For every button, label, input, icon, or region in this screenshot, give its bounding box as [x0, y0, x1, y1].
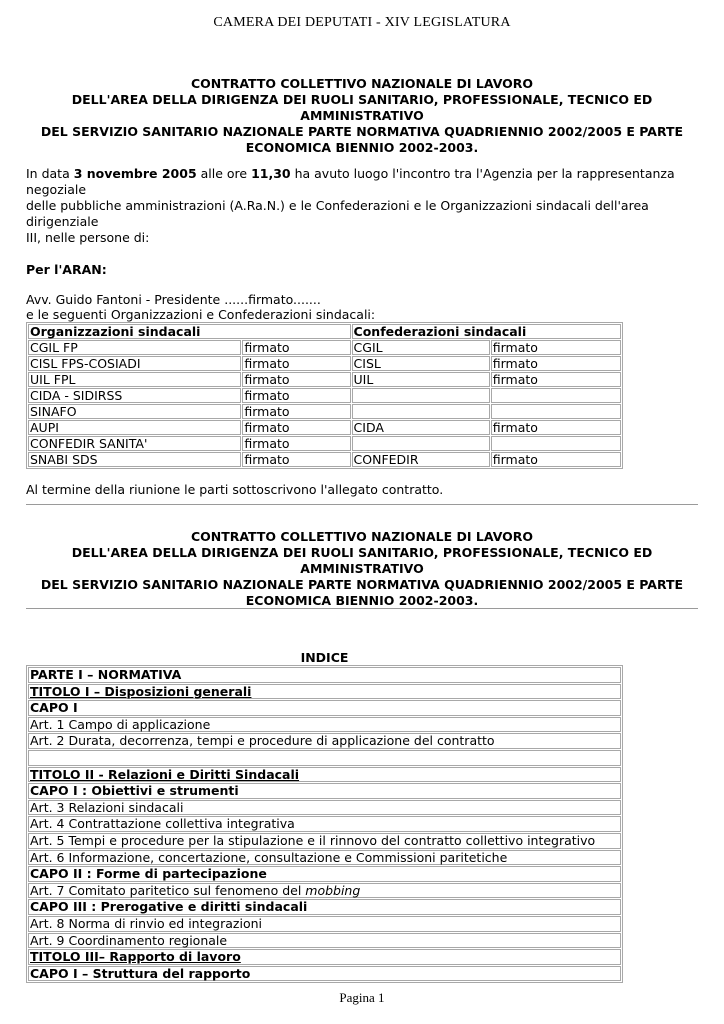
document-title-repeat	[26, 529, 698, 609]
indice-entry-text: TITOLO III– Rapporto di lavoro	[30, 949, 241, 965]
confederation-name: CIDA	[352, 420, 490, 435]
indice-entry	[28, 850, 621, 866]
signers-table	[26, 322, 623, 469]
organization-status: firmato	[242, 452, 350, 467]
intro-mid: alle ore	[196, 166, 252, 181]
title-line-3: AMMINISTRATIVO	[300, 561, 424, 576]
indice-entry	[28, 717, 621, 733]
indice-entry-text: Art. 6 Informazione, concertazione, consultazione e Commissioni paritetiche	[30, 849, 508, 865]
indice-entry-text: Art. 5 Tempi e procedure per la stipulazione e il rinnovo del contratto collettivo integrativo	[30, 832, 596, 848]
indice-entry	[28, 883, 621, 899]
indice-row	[28, 667, 621, 683]
indice-entry-text: CAPO I	[30, 700, 78, 716]
intro-rest: ha avuto luogo l'incontro tra l'Agenzia per la rappresentanza negoziale	[26, 166, 675, 197]
indice-entry-text: Art. 7 Comitato paritetico sul fenomeno del	[30, 882, 306, 898]
indice-row	[28, 700, 621, 716]
confederation-status	[491, 436, 621, 451]
confederation-status	[491, 388, 621, 403]
indice-row	[28, 899, 621, 915]
header-organizzazioni: Organizzazioni sindacali	[28, 324, 351, 339]
confederation-status: firmato	[491, 340, 621, 355]
indice-entry	[28, 733, 621, 749]
indice-entry-text: Art. 1 Campo di applicazione	[30, 716, 211, 732]
indice-title: INDICE	[300, 650, 349, 665]
header-confederazioni: Confederazioni sindacali	[352, 324, 621, 339]
indice-entry-text: CAPO I : Obiettivi e strumenti	[30, 783, 239, 799]
signers-header-row	[28, 324, 621, 339]
divider	[26, 608, 698, 609]
indice-entry	[28, 667, 621, 683]
confederation-name	[352, 388, 490, 403]
aran-president: Avv. Guido Fantoni - Presidente ......firmato.......	[26, 292, 321, 307]
aran-heading: Per l'ARAN:	[26, 262, 107, 277]
indice-row	[28, 966, 621, 982]
indice-row	[28, 767, 621, 783]
meeting-time: 11,30	[251, 166, 291, 181]
indice-entry-text: TITOLO I – Disposizioni generali	[30, 683, 252, 699]
intro-line-2: delle pubbliche amministrazioni (A.Ra.N.) e le Confederazioni e le Organizzazioni sindacali dell'area dirigenziale	[26, 198, 649, 229]
indice-row	[28, 866, 621, 882]
indice-entry	[28, 816, 621, 832]
indice-row	[28, 783, 621, 799]
intro-line-1	[26, 166, 698, 198]
document-title	[26, 76, 698, 156]
organization-name: UIL FPL	[28, 372, 241, 387]
organization-name: CGIL FP	[28, 340, 241, 355]
confederation-status: firmato	[491, 420, 621, 435]
indice-table	[26, 665, 623, 983]
confederation-status	[491, 404, 621, 419]
signers-row	[28, 356, 621, 371]
organization-name: AUPI	[28, 420, 241, 435]
indice-entry	[28, 833, 621, 849]
indice-entry-text: PARTE I – NORMATIVA	[30, 667, 182, 682]
signers-row	[28, 436, 621, 451]
indice-entry-italic: mobbing	[305, 882, 361, 898]
closing-text: Al termine della riunione le parti sottoscrivono l'allegato contratto.	[26, 482, 444, 497]
indice-entry	[28, 767, 621, 783]
page-footer: Pagina 1	[339, 990, 385, 1005]
indice-row	[28, 733, 621, 749]
organization-name: CISL FPS-COSIADI	[28, 356, 241, 371]
indice-row	[28, 833, 621, 849]
signers-row	[28, 420, 621, 435]
signers-row	[28, 452, 621, 467]
confederation-name: UIL	[352, 372, 490, 387]
indice-entry	[28, 966, 621, 982]
organization-status: firmato	[242, 356, 350, 371]
signers-row	[28, 340, 621, 355]
title-line-1: CONTRATTO COLLETTIVO NAZIONALE DI LAVORO	[190, 76, 534, 91]
title-line-2: DELL'AREA DELLA DIRIGENZA DEI RUOLI SANITARIO, PROFESSIONALE, TECNICO ED	[71, 545, 653, 560]
signers-row	[28, 372, 621, 387]
indice-entry-text: Art. 9 Coordinamento regionale	[30, 932, 228, 948]
indice-entry-text: CAPO III : Prerogative e diritti sindacali	[30, 899, 308, 915]
orgs-intro: e le seguenti Organizzazioni e Confederazioni sindacali:	[26, 307, 376, 322]
indice-row	[28, 750, 621, 766]
indice-row	[28, 800, 621, 816]
indice-entry	[28, 866, 621, 882]
organization-name: CIDA - SIDIRSS	[28, 388, 241, 403]
indice-entry-text: TITOLO II - Relazioni e Diritti Sindacali	[30, 766, 300, 782]
indice-entry-text: Art. 4 Contrattazione collettiva integrativa	[30, 816, 295, 832]
confederation-name: CGIL	[352, 340, 490, 355]
organization-status: firmato	[242, 340, 350, 355]
organization-name: SINAFO	[28, 404, 241, 419]
confederation-status: firmato	[491, 372, 621, 387]
title-line-5: ECONOMICA BIENNIO 2002-2003.	[245, 593, 479, 608]
intro-prefix: In data	[26, 166, 74, 181]
indice-entry	[28, 916, 621, 932]
indice-row	[28, 684, 621, 700]
indice-entry-text: Art. 2 Durata, decorrenza, tempi e procedure di applicazione del contratto	[30, 733, 495, 749]
indice-row	[28, 933, 621, 949]
confederation-name	[352, 404, 490, 419]
title-line-2: DELL'AREA DELLA DIRIGENZA DEI RUOLI SANITARIO, PROFESSIONALE, TECNICO ED	[71, 92, 653, 107]
indice-entry-text: CAPO II : Forme di partecipazione	[30, 866, 267, 882]
indice-entry	[28, 700, 621, 716]
organization-status: firmato	[242, 404, 350, 419]
title-line-4: DEL SERVIZIO SANITARIO NAZIONALE PARTE NORMATIVA QUADRIENNIO 2002/2005 E PARTE	[40, 124, 684, 139]
indice-entry-text: Art. 8 Norma di rinvio ed integrazioni	[30, 915, 262, 931]
organization-status: firmato	[242, 420, 350, 435]
title-line-1: CONTRATTO COLLETTIVO NAZIONALE DI LAVORO	[190, 529, 534, 544]
indice-entry	[28, 684, 621, 700]
indice-row	[28, 816, 621, 832]
indice-row	[28, 949, 621, 965]
title-line-5: ECONOMICA BIENNIO 2002-2003.	[245, 140, 479, 155]
organization-status: firmato	[242, 388, 350, 403]
confederation-status: firmato	[491, 356, 621, 371]
title-line-4: DEL SERVIZIO SANITARIO NAZIONALE PARTE NORMATIVA QUADRIENNIO 2002/2005 E PARTE	[40, 577, 684, 592]
organization-status: firmato	[242, 436, 350, 451]
meeting-date: 3 novembre 2005	[73, 166, 197, 181]
signers-row	[28, 388, 621, 403]
intro-line-3: III, nelle persone di:	[26, 230, 150, 245]
indice-row	[28, 850, 621, 866]
organization-status: firmato	[242, 372, 350, 387]
indice-entry	[28, 949, 621, 965]
organization-name: CONFEDIR SANITA'	[28, 436, 241, 451]
indice-entry-text: Art. 3 Relazioni sindacali	[30, 799, 184, 815]
indice-entry	[28, 899, 621, 915]
title-line-3: AMMINISTRATIVO	[300, 108, 424, 123]
confederation-name: CONFEDIR	[352, 452, 490, 467]
indice-entry	[28, 933, 621, 949]
indice-entry	[28, 783, 621, 799]
confederation-status: firmato	[491, 452, 621, 467]
intro-paragraph	[26, 166, 698, 246]
indice-entry-text: CAPO I – Struttura del rapporto	[30, 965, 251, 981]
indice-row	[28, 717, 621, 733]
divider	[26, 504, 698, 505]
indice-row	[28, 883, 621, 899]
confederation-name	[352, 436, 490, 451]
indice-entry	[28, 750, 621, 766]
signers-row	[28, 404, 621, 419]
indice-entry	[28, 800, 621, 816]
confederation-name: CISL	[352, 356, 490, 371]
organization-name: SNABI SDS	[28, 452, 241, 467]
indice-row	[28, 916, 621, 932]
page-header: CAMERA DEI DEPUTATI - XIV LEGISLATURA	[213, 15, 511, 30]
